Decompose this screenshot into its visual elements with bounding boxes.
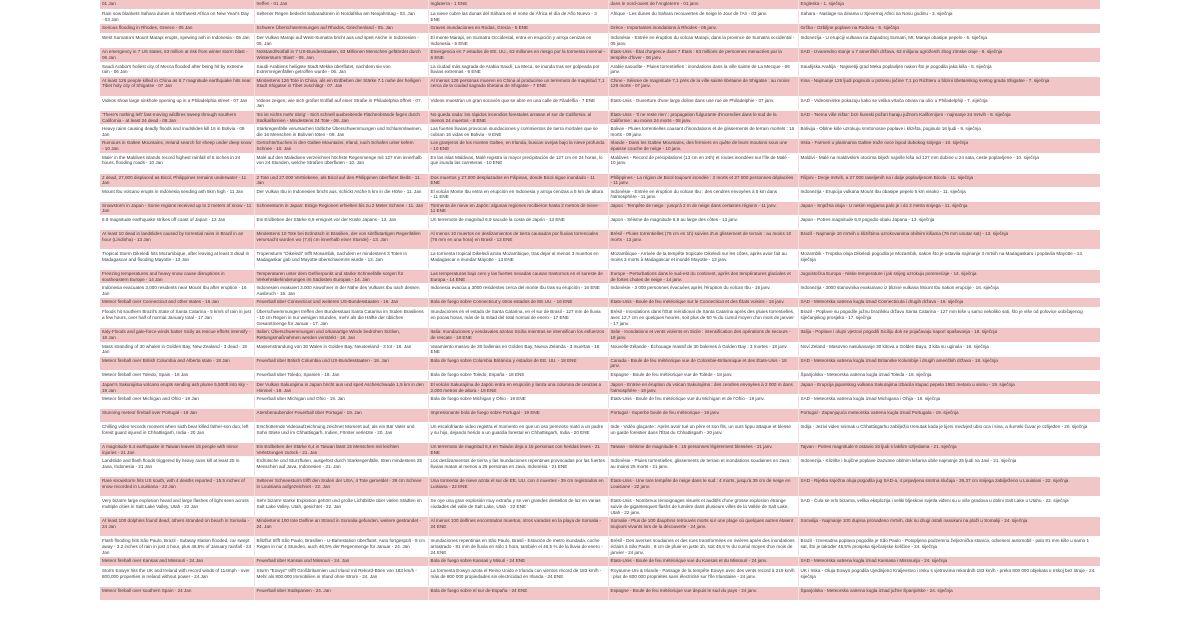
cell-croatian[interactable]: Japan - Erupcija japanskog vulkana Sakurajima izbacila stupac pepela 1981 metara u visinu - 19. siječnja (798, 381, 1100, 395)
cell-croatian[interactable]: Brazil - Iznenadna poplava pogodila je São Paulo - Potopljena podzemna željeznička stanica, odneseni automobil - palo 81 mm kiše u samo 1 sat, što je također 46,5% prosjeka siječanjske količine - 24. siječnja (798, 537, 1100, 557)
table-row (100, 250, 1100, 270)
cell-croatian[interactable]: Brazil - Najmanje 10 mrtvih u klizištima uzrokovanima obilnim kišama (76 mm unutar sat) - 13. siječnja (798, 230, 1100, 250)
cell-french[interactable]: Espagne - Boule de feu météorique vue depuis le sud du pays - 24 janv. (608, 587, 798, 601)
table-row (100, 537, 1100, 557)
cell-french[interactable]: Mozambique - Arrivée de la tempête tropicale Dikeledi sur les côtes, après avoir fait au moins 3 morts à Madagascar et inondé Mayotte - 13 janv. (608, 250, 798, 270)
cell-spanish[interactable]: Al menos 126 personas mueren en China al producirse un terremoto de magnitud 7,1 cerca de la ciudad sagrada tibetana de Shigatse - 7 ENE (428, 76, 608, 96)
cell-spanish[interactable]: Un escalofriante video registra el momento en que un oso perezoso mató a un padre y su hijo, dejando herido a un guardia forestal en Chhattisgarh, India - 20 ENE (428, 423, 608, 443)
cell-spanish[interactable]: Emergencia en 7 estados de EE. UU., 63 millones en riesgo por la tormenta invernal - 6 ENE (428, 48, 608, 62)
cell-croatian[interactable]: Maldivi - Malé na maldivskim otocima bilježi najviše kiša od 127 mm dubine u 24 sata, ceste poplavljene - 10. siječnja (798, 153, 1100, 173)
cell-spanish[interactable]: Bola de fuego sobre Kansas y Misuri - 24 ENE (428, 557, 608, 567)
cell-spanish[interactable]: En las islas Maldivas, Malé registra la mayor precipitación de 127 cm en 24 horas, lo que inunda las carreteras - 10 ENE (428, 153, 608, 173)
cell-croatian[interactable]: Engleska - 1. siječnja (798, 0, 1100, 10)
cell-english[interactable]: Stunning meteor fireball over Portugal - 19 Jan (100, 409, 254, 423)
cell-french[interactable]: Indonésie - Entrée en éruption du volcan Ibu : des cendres envoyées à 5 km dans l'atmosphère - 11 janv. (608, 187, 798, 201)
cell-spanish[interactable]: Un terremoto de magnitud 6,4 en Taiwán deja a 15 personas con heridas leves - 21 ENE (428, 443, 608, 457)
cell-english[interactable]: Very bizarre large explosion heard and large flashes of light seen across multiple cities in Salt Lake Valley, Utah - 22 Jan (100, 497, 254, 517)
cell-spanish[interactable]: La tormenta tropical Dikeledi azota Mozambique, tras dejar al menos 3 muertos en Madagascar e inundar Mayotte - 13 ENE (428, 250, 608, 270)
cell-spanish[interactable]: Impresionante bola de fuego sobre Portugal - 19 ENE (428, 409, 608, 423)
cell-spanish[interactable]: Se oye una gran explosión muy extraña y se ven grandes destellos de luz en varias ciudades del valle de Salt Lake, Utah - 22 ENE (428, 497, 608, 517)
cell-french[interactable]: Bolivie - Pluies torrentielles causant d'inondations et de glissements de terrain mortels : 16 morts - 09 janv. (608, 125, 798, 139)
cell-croatian[interactable]: Španjolska - Meteorska vatrena kugla iznad Toleda - 18. siječnja (798, 371, 1100, 381)
table-row (100, 477, 1100, 497)
table-row (100, 230, 1100, 250)
cell-croatian[interactable]: Indonezija - U erupciji vulkana na Zapadnoj Sumatri, Mt. Marapi obasipe pepelo - 5. siječnja (798, 34, 1100, 48)
cell-french[interactable]: Philippines - La région de Bicol toujours inondée : 2 morts et 27 000 personnes déplacées - 11 janv. (608, 173, 798, 187)
cell-french[interactable]: Taïwan - Séisme de magnitude 6 : 15 personnes légèrement blessées - 21 janv. (608, 443, 798, 457)
cell-german[interactable]: Italien: Überschwemmungen und orkanartige Winde bedrohen Sizilien, Rettungsmaßnahmen werden verstärkt - 18. Jan (254, 328, 428, 342)
cell-english[interactable]: Meteor fireball over Michigan and Ohio - 19 Jan (100, 395, 254, 409)
cell-french[interactable]: États-Unis - État d'urgence dans 7 États : 63 millions de personnes menacées par la tempête d'hiver - 06 janv. (608, 48, 798, 62)
events-table-body (100, 0, 1100, 601)
cell-spanish[interactable]: Al menos 100 delfines encontrados muertos, otros varados en la playa de Somalia - 24 ENE (428, 517, 608, 537)
cell-spanish[interactable]: Un terremoto de magnitud 6,9 sacude la costa de Japón - 13 ENE (428, 216, 608, 230)
cell-croatian[interactable]: SAD - Izvanredno stanje u 7 američkih država, 63 milijuna ugroženih zbog zimske oluje - 6. siječnja (798, 48, 1100, 62)
cell-french[interactable]: Indonésie - Entrée en éruption du volcan Marapi, dans la province de Sumatra occidental - 05 janv. (608, 34, 798, 48)
cell-german[interactable]: Feuerball über Kansas und Missouri - 24. Jan (254, 557, 428, 567)
cell-english[interactable]: Meteor fireball over Connecticut and other states - 16 Jan (100, 298, 254, 308)
cell-spanish[interactable]: Bola de fuego sobre Toledo, España - 18 ENE (428, 371, 608, 381)
table-row (100, 308, 1100, 328)
cell-french[interactable]: Nouvelle-Zélande - Échouage massif de 30 baleines à Golden Bay : 3 mortes - 18 janv. (608, 342, 798, 356)
cell-croatian[interactable]: Sahara - Naslage na dinama u Sjevernoj Africi na Novu godinu - 3. siječnja (798, 10, 1100, 24)
cell-english[interactable]: Landslide and flash floods triggered by heavy rains kill at least 25 in Java, Indonesia - 21 Jan (100, 457, 254, 477)
table-row (100, 216, 1100, 230)
cell-spanish[interactable]: Inundaciones en el estado de Santa Catarina, en el sur de Brasil - 127 mm de lluvia en pocas horas, más de la mitad del total normal de enero - 17 ENE (428, 308, 608, 328)
table-row (100, 76, 1100, 96)
cell-spanish[interactable]: Las temperaturas bajo cero y las fuertes nevadas causan trastornos en el sureste de Europa - 14 ENE (428, 270, 608, 284)
cell-german[interactable]: Tropensturm "Dikeledi" trifft Mosambik, nachdem er mindestens 3 Toten in Madagaskar gab und Mayotte überschwemmt wurde - 13. Jan (254, 250, 428, 270)
cell-german[interactable]: Massenstrandung von 30 Walen in Golden Bay, Neuseeland - 3 tot - 18. Jan (254, 342, 428, 356)
cell-spanish[interactable]: El monte Marapi, en Sumatra Occidental, entra en erupción y arroja cenizas en Indonesia - 5 ENE (428, 34, 608, 48)
cell-german[interactable]: Atemberaubender Feuerball über Portugal - 19. Jan (254, 409, 428, 423)
cell-spanish[interactable]: Dos muertos y 27.000 desplazados en Filipinas, donde Bicol sigue inundado - 11 ENE (428, 173, 608, 187)
cell-croatian[interactable]: Japan - Potres magnitude 6,9 pogodio obalu Japana - 13. siječnja (798, 216, 1100, 230)
cell-german[interactable]: Saudi-Arabiens heiligste Stadt Mekka überflutet, nachdem sie von Extremregenfällen getroffen wurde - 06. Jan (254, 62, 428, 76)
cell-german[interactable]: Schwere Überschwemmungen auf Rhodos, Griechenland - 05. Jan (254, 24, 428, 34)
table-row (100, 187, 1100, 201)
cell-german[interactable]: Gerüchte/Suchen in den Galtee Mountains, Irland, nach Schafen unter tiefem Schnee - 10. Jan (254, 139, 428, 153)
cell-croatian[interactable]: UK i Irska - Oluja Eowyn pogodila Ujedinjeno Kraljevstvo i Irsku s vjetrovima rekordnih 183 km/h - preko 800 000 objekata u Irskoj bez struje - 24. siječnja (798, 567, 1100, 587)
cell-croatian[interactable]: Španjolska - Meteorska vatrena kugla iznad južne Španjolske - 24. siječnja (798, 587, 1100, 601)
cell-english[interactable]: Saudi Arabia's holiest city of Mecca flooded after being hit by extreme rain - 06 Jan (100, 62, 254, 76)
cell-english[interactable]: 01 Jan (100, 0, 254, 10)
cell-spanish[interactable]: Una tormenta de nieve azota el sur de EE. UU. con 4 muertes - 39 cm registrados en Luisiana - 22 ENE (428, 477, 608, 497)
cell-spanish[interactable]: La ciudad más sagrada de Arabia Saudí, La Meca, se inunda tras ser golpeada por lluvias extremas - 6 ENE (428, 62, 608, 76)
cell-german[interactable]: Ein Erdbeben der Stärke 6,4 in Taiwan lässt 15 Menschen mit leichten Verletzungen zurück - 21. Jan (254, 443, 428, 457)
cell-german[interactable]: Videos zeigen, wie sich großer Erdfall auf einer Straße in Philadelphia öffnet - 07. Jan (254, 96, 428, 110)
cell-croatian[interactable]: Indonezija - 3000 stanovnika evakuirano iz blizine vulkana Mount Ibu nakon erupcije - 16. siječnja (798, 284, 1100, 298)
cell-croatian[interactable]: Bolivija - Obilne kiše uzrokuju smrtonosne poplave i klizišta, poginulo 16 ljudi - 9. siječnja (798, 125, 1100, 139)
cell-english[interactable]: Rumours in Galtee Mountains, Ireland search for sheep under deep snow - 10 Jan (100, 139, 254, 153)
cell-spanish[interactable]: El volcán Sakurajima de Japón entra en erupción y lanza una columna de cenizas a 2.000 metros de altura - 19 ENE (428, 381, 608, 395)
cell-croatian[interactable]: Grčka - Ozbiljne poplave na Rodosu - 5. siječnja (798, 24, 1100, 34)
table-row (100, 395, 1100, 409)
cell-croatian[interactable]: SAD - Čula se vrlo bizarna, velika eksplozija i veliki bljeskovi svjetla viđeni su u više gradova u dolini Salt Lake u Utahu - 22. siječnja (798, 497, 1100, 517)
spreadsheet (100, 0, 1100, 630)
table-row (100, 10, 1100, 24)
cell-german[interactable]: Feuerball über Südspanien - 24. Jan (254, 587, 428, 601)
cell-french[interactable]: Japon - Entrée en éruption du volcan Sakurajima : des cendres envoyées à 2 000 m dans l'atmosphère - 19 janv. (608, 381, 798, 395)
cell-croatian[interactable]: SAD - Rijetka snježna oluja pogodila jug SAD-a, 4 prijavljena smrtna slučaja - 39,37 cm snijega zabilježeno u Louisiani - 22. siječnja (798, 477, 1100, 497)
table-row (100, 517, 1100, 537)
cell-french[interactable]: États-Unis - Boule de feu météorique sur le Connecticut et des États voisins - 16 janv. (608, 298, 798, 308)
cell-french[interactable]: Chine - Séisme de magnitude 7,1 près de la ville sainte tibétaine de Shigatse : au moins 126 morts - 07 janv. (608, 76, 798, 96)
cell-english[interactable]: Mass stranding of 30 whales in Golden Bay, New Zealand - 3 dead - 18 Jan (100, 342, 254, 356)
cell-croatian[interactable]: Italija - Poplave i olujni vjetrovi pogodili Siciliju dok se pojačavaju napori spašavanja - 18. siječnja (798, 328, 1100, 342)
table-row (100, 62, 1100, 76)
cell-french[interactable]: Irlande - Dans les Galtee Mountains, des fermiers en quête de leurs moutons sous une épaisse couche de neige - 10 janv. (608, 139, 798, 153)
cell-croatian[interactable]: SAD - Meteorska vatrena kugla iznad Michigana i Ohija - 19. siječnja (798, 395, 1100, 409)
table-row (100, 381, 1100, 395)
cell-french[interactable]: États-Unis - Une rare tempête de neige dans le sud : 4 morts, jusqu'à 39 cm de neige en Louisiane - 22 janv. (608, 477, 798, 497)
cell-french[interactable]: Afrique - Les dunes du Sahara recouvertes de neige le Jour de l'An - 03 janv. (608, 10, 798, 24)
cell-french[interactable]: Inde - Vidéo glaçante : Après avoir tué un père et son fils, un ours lippu attaque et blesse un garde forestier dans l'État du Chhattisgarh - 20 janv. (608, 423, 798, 443)
cell-german[interactable]: 2 Tote und 27.000 Vertriebene, als Bicol auf den Philippinen überflutet bleibt - 11. Jan (254, 173, 428, 187)
table-row (100, 298, 1100, 308)
table-row (100, 371, 1100, 381)
cell-spanish[interactable]: Bola de fuego sobre Connecticut y otros estados de EE.UU. - 16 ENE (428, 298, 608, 308)
cell-german[interactable]: Mindestens 126 Tote in China, als ein Erdbeben der Stärke 7.1 nahe der heiligen Stadt Shigatse in Tibet zuschlägt - 07. Jan (254, 76, 428, 96)
cell-french[interactable]: Japon - Séisme de magnitude 6,9 au large des côtes - 13 janv. (608, 216, 798, 230)
cell-french[interactable]: Maldives - Record de précipitations (13 cm en 24h) et routes inondées sur l'île de Malé - 10 janv. (608, 153, 798, 173)
cell-french[interactable]: Europe - Perturbations dans le sud-est du continent, après des températures glaciales et de fortes chutes de neige - 14 janv. (608, 270, 798, 284)
table-row (100, 356, 1100, 370)
cell-french[interactable]: Grèce - Importantes inondations à Rhodes - 05 janv. (608, 24, 798, 34)
table-row (100, 0, 1100, 10)
cell-croatian[interactable]: Saudijska Arabija - Najsvetiji grad Meka poplavljen nakon što je pogodila jaka kiša - 6. siječnja (798, 62, 1100, 76)
cell-german[interactable]: Der Vulkan Sakurajima in Japan bricht aus und speit Ascheschwade 1,5 km in den Himmel - 19. Jan (254, 381, 428, 395)
cell-german[interactable]: Sturm "Eowyn" trifft Großbritannien und Irland mit Rekord-Böen von 183 km/h - Mehr als 800.000 Immobilien in Irland ohne Strom - 24. Jan (254, 567, 428, 587)
table-row (100, 110, 1100, 124)
cell-french[interactable]: États-Unis - Boule de feu météorique vue du Kansas et du Missouri - 24 janv. (608, 557, 798, 567)
cell-croatian[interactable]: Portugal - Zapanjujuća meteorska vatrena kugla iznad Portugala - 19. siječnja (798, 409, 1100, 423)
cell-english[interactable]: Heavy rains causing deadly floods and mudslides kill 16 in Bolivia - 09 Jan (100, 125, 254, 139)
table-row (100, 270, 1100, 284)
cell-german[interactable]: Feuerball über Michigan und Ohio - 19. Jan (254, 395, 428, 409)
cell-english[interactable]: West Sumatra's Mount Marapi erupts, spewing ash in Indonesia - 05 Jan (100, 34, 254, 48)
cell-croatian[interactable]: Jugoistočna Europa - Niske temperature i jak snijeg uzrokuju poremećaje - 14. siječnja (798, 270, 1100, 284)
table-row (100, 125, 1100, 139)
cell-english[interactable]: Videos show large sinkhole opening up in a Philadelphia street - 07 Jan (100, 96, 254, 110)
cell-english[interactable]: Meteor fireball over British Columbia and Alberta state - 18 Jan (100, 356, 254, 370)
events-table (100, 0, 1100, 601)
cell-german[interactable]: Schneesturm in Japan: Einige Regionen erhielten bis zu 2 Meter Schnee - 11. Jan (254, 201, 428, 215)
cell-english[interactable]: Storm Eowyn hits the UK and Ireland with record winds of 114mph - over 800,000 properties in Ireland without power - 24 Jan (100, 567, 254, 587)
cell-croatian[interactable]: Somalija - Najmanje 100 dupina pronađeno mrtvih, dok su drugi ostali nasukani na plaži u Somaliji - 24. siječnja (798, 517, 1100, 537)
cell-english[interactable]: Japan's Sakurajima volcano erupts sending ash plume 5,500ft into sky - 19 Jan (100, 381, 254, 395)
cell-french[interactable]: Arabie saoudite - Pluies torrentielles : inondations dans la ville sainte de La Mecque - 06 janv. (608, 62, 798, 76)
cell-german[interactable]: Starkregenfälle verursachen tödliche Überschwemmungen und Schlammlawinen, die 16 Menschen in Bolivien töten - 09. Jan (254, 125, 428, 139)
cell-english[interactable]: Italy-Floods and gale-force winds batter Sicily as rescue efforts intensify - 18 Jan (100, 328, 254, 342)
cell-spanish[interactable]: Inundaciones repentinas en São Paulo, Brasil - Estación de metro inundada, coche arrastrado - 81 mm de lluvia en sólo 1 hora, también el 46,5 % de la lluvia de enero - 24 ENE (428, 537, 608, 557)
cell-english[interactable]: At least 100 dolphins found dead, others stranded on beach in Somalia - 24 Jan (100, 517, 254, 537)
cell-english[interactable]: At least 126 people killed in China as 6.7 magnitude earthquake hits near Tibet holy city of Shigatse - 07 Jan (100, 76, 254, 96)
cell-spanish[interactable]: Los deslizamientos de tierra y las inundaciones repentinas provocadas por las fuertes lluvias matan al menos a 25 personas en Java, Indonesia - 21 ENE (428, 457, 608, 477)
cell-english[interactable]: Snowstorm in Japan - Some regions received up to 2 meters of snow - 11 Jan (100, 201, 254, 215)
cell-german[interactable]: Überschwemmungen treffen den Bundesstaat Santa Catarina im Süden Brasiliens - 10 cm Regen in nur wenigen Stunden, mehr als die Hälfte der üblichen Gesamtmenge für Januar - 17. Jan (254, 308, 428, 328)
cell-english[interactable]: Mount Ibu volcano erupts in Indonesia sending ash 5km high - 11 Jan (100, 187, 254, 201)
cell-croatian[interactable]: SAD - Meteorska vatrena kugla iznad Britanske Kolumbije i drugih američkih država - 18. siječnja (798, 356, 1100, 370)
cell-croatian[interactable]: Filipini - Dvoje mrtvih, a 27 000 raseljenih na i dalje poplavljenom Bicolu - 11. siječnja (798, 173, 1100, 187)
cell-croatian[interactable]: Indonezija - Erupcija vulkana Mount Ibu obasipe pepelo 5 km visoko - 11. siječnja (798, 187, 1100, 201)
cell-spanish[interactable]: Videos muestran un gran socavón que se abre en una calle de Filadelfia - 7 ENE (428, 96, 608, 110)
cell-english[interactable]: Meteor fireball over Kansas and Missouri - 24 Jan (100, 557, 254, 567)
cell-french[interactable]: Indonésie - Pluies torrentielles, glissements de terrain et inondations soudaines en Java : au moins 25 morts - 21 janv. (608, 457, 798, 477)
cell-english[interactable]: 2 dead, 27,000 displaced as Bicol, Philippines remains underwater - 11 Jan (100, 173, 254, 187)
cell-german[interactable]: Temperaturen unter dem Gefrierpunkt und starke Schneefälle sorgen für Verkehrsbehinderungen im Südosten Europas - 14. Jan (254, 270, 428, 284)
cell-spanish[interactable]: Bola de fuego sobre Columbia Británica y estados de EE. UU. - 18 ENE (428, 356, 608, 370)
cell-german[interactable]: 'Es ist nichts mehr übrig' - Sich schnell ausbreitende Flächenbrände fegen durch Südkalifornien - Mindestens 24 Tote - 08. Jan (254, 110, 428, 124)
cell-croatian[interactable]: Indija - Jezivi video snimak u Chhattisgarhu zabilježio trenutak kada je lijeni medvjed ubio oca i sina, a šumski čuvar je ozlijeđen - 20. siječnja (798, 423, 1100, 443)
table-row (100, 284, 1100, 298)
cell-german[interactable]: Indonesien evakuiert 3.000 Anwohner in der Nähe des Vulkans Ibu nach dessen Ausbruch - 16. Jan (254, 284, 428, 298)
cell-french[interactable]: Royaume-Uni & Irlande - Passage de la tempête Eowyn avec des vents record à 215 km/h : plus de 800 000 propriétés sans électricité sur l'île Irlandaise - 24 janv. (608, 567, 798, 587)
cell-croatian[interactable]: Kina - Najmanje 126 ljudi poginulo u potresu jačine 7,1 po Richteru u blizini tibetanskog svetog grada Shigatse - 7. siječnja (798, 76, 1100, 96)
cell-english[interactable]: 6.9 magnitude earthquake strikes off coast of Japan - 13 Jan (100, 216, 254, 230)
cell-croatian[interactable]: Tajvan - Potres magnitude 6 ostavio 15 ljudi s lakšim ozljedama - 21. siječnja (798, 443, 1100, 457)
cell-croatian[interactable]: SAD - 'Nema više ništa': brzi šumski požari haraju južnom Kalifornijom - najmanje 24 mrtvih - 8. siječnja (798, 110, 1100, 124)
cell-english[interactable]: At least 10 dead in landslides caused by torrential rains in Brazil in an hour (Lindinha) - 13 Jan (100, 230, 254, 250)
table-row (100, 96, 1100, 110)
table-row (100, 557, 1100, 567)
cell-spanish[interactable]: Tormenta de nieve en Japón: algunas regiones recibieron hasta 2 metros de nieve - 11 ENE (428, 201, 608, 215)
cell-croatian[interactable]: SAD - Meteorska vatrena kugla iznad Kansasa i Missourija - 24. siječnja (798, 557, 1100, 567)
cell-french[interactable]: dans le nord-ouest de l'Angleterre - 01 janv. (608, 0, 798, 10)
cell-french[interactable]: Canada - Boule de feu météorique vue de Colombie-Britannique et des États-Unis - 18 janv. (608, 356, 798, 370)
table-row (100, 328, 1100, 342)
cell-spanish[interactable]: Los granjeros de los montes Galtee, en Irlanda, buscan ovejas bajo la nieve profunda - 10 ENE (428, 139, 608, 153)
cell-croatian[interactable]: SAD - Meteorska vatrena kugla iznad Connecticuta i drugih država - 16. siječnja (798, 298, 1100, 308)
table-row (100, 201, 1100, 215)
cell-german[interactable]: Sehr bizarre starke Explosion gehört und große Lichtblitze über vielen Städten im Salt Lake Valley, Utah, gesichtet - 22. Jan (254, 497, 428, 517)
cell-english[interactable]: Male' in the Maldives islands record highest rainfall of 5 inches in 24 hours, flooding roads - 10 Jan (100, 153, 254, 173)
cell-french[interactable]: Espagne - Boule de feu météorique vue de Tolède - 18 janv. (608, 371, 798, 381)
cell-french[interactable]: États-Unis - Ouverture d'une large doline dans une rue de Philadelphie - 07 janv. (608, 96, 798, 110)
cell-german[interactable]: Feuerball über British Columbia und US-Bundesstaaten - 18. Jan (254, 356, 428, 370)
cell-english[interactable]: An emergency in 7 US states, 63 million at risk from winter storm blast - 06 Jan (100, 48, 254, 62)
cell-german[interactable]: Notstand/Notfall in 7 US-Bundesstaaten, 63 Millionen Menschen gefährdet durch Wintersturm 'Blast' - 06. Jan (254, 48, 428, 62)
cell-english[interactable]: Indonesia evacuates 3,000 residents near Mount Ibu after eruption - 16 Jan (100, 284, 254, 298)
cell-german[interactable]: Der Vulkan Marapi auf West-Sumatra bricht aus und speit Asche in Indonesien - 05. Jan (254, 34, 428, 48)
cell-german[interactable]: Seltener Regen bedeckt Saharadünen in Nordafrika am Neujahrstag - 03. Jan (254, 10, 428, 24)
cell-english[interactable]: Meteor fireball over Toledo, Spain - 18 Jan (100, 371, 254, 381)
table-row (100, 497, 1100, 517)
cell-spanish[interactable]: No queda nada: los rápidos incendios forestales arrasan el sur de California: al menos 24 muertos - 8 ENE (428, 110, 608, 124)
cell-croatian[interactable]: Novi Zeland - Masovno nasukavanje 30 kitova u Golden Bayu, 3 kita su uginula - 18. siječnja (798, 342, 1100, 356)
cell-english[interactable]: Serious flooding in Rhodes, Greece - 05 Jan (100, 24, 254, 34)
cell-french[interactable]: Brésil - Pluies torrentielles (76 cm en 1h) suivies d'un glissement de terrain : au moins 10 morts - 13 janv. (608, 230, 798, 250)
cell-spanish[interactable]: Italia: Inundaciones y vendavales azotan Sicilia mientras se intensifican los esfuerzos de rescate - 18 ENE (428, 328, 608, 342)
table-row (100, 139, 1100, 153)
cell-spanish[interactable]: Inglaterra - 1 ENE (428, 0, 608, 10)
cell-english[interactable]: Freezing temperatures and heavy snow cause disruptions in southeastern Europe - 14 Jan (100, 270, 254, 284)
cell-french[interactable]: Brésil - Des averses soudaines et des rues transformées en rivières après des inondations éclairs à São Paulo : 8 cm de pluie en juste 1h, soit 46,5 % du cumul moyen d'un mois de janvier - 24 janv. (608, 537, 798, 557)
cell-croatian[interactable]: Brazil - Poplave su pogodile južnu brazilsku državu Santa Catarina - 127 mm kiše u samo nekoliko sati, što je više od polovice uobičajenog siječanjskog prosjeka - 17. siječnja (798, 308, 1100, 328)
cell-german[interactable]: Feuerball über Connecticut und weiteren US-Bundesstaaten - 16. Jan (254, 298, 428, 308)
cell-english[interactable]: Tropical Storm Dikeledi hits Mozambique, after leaving at least 3 dead in Madagascar and flooding Mayotte - 13 Jan (100, 250, 254, 270)
cell-english[interactable]: 'There's nothing left' fast-moving wildfires sweep through southern California - at least 24 dead - 08 Jan (100, 110, 254, 124)
table-row (100, 173, 1100, 187)
table-row (100, 409, 1100, 423)
cell-german[interactable]: Erschütternde Videoaufzeichnung zeichnet Moment auf, als ein Bär Vater und Sohn tötete und im Chhattisgarh, Indien, Förster verletzte - 20. Jan (254, 423, 428, 443)
cell-french[interactable]: États-Unis - Nombreux témoignages visuels et auditifs d'une grosse explosion étrange suivie de gigantesques flashs de lumière dans plusieurs villes de la Vallée de Salt Lake, Utah - 22 janv. (608, 497, 798, 517)
cell-german[interactable]: Feuerball über Toledo, Spanien - 18. Jan (254, 371, 428, 381)
cell-spanish[interactable]: La nieve cubre las dunas del Sáhara en el norte de África el día de Año Nuevo - 3 ENE (428, 10, 608, 24)
table-row (100, 153, 1100, 173)
table-row (100, 24, 1100, 34)
cell-spanish[interactable]: Las fuertes lluvias provocan inundaciones y corrimientos de tierra mortales que se cobran 16 vidas en Bolivia - 9 ENE (428, 125, 608, 139)
cell-english[interactable]: Flash flooding hits São Paulo, Brazil - Subway station flooded, car swept away - 3.2 inches of rain in just 4 hour, plus 46.5% of January rainfall - 24 Jan (100, 537, 254, 557)
cell-german[interactable]: Blitzflut trifft São Paulo, Brasilien - U-Bahnstation überflutet, Auto fortgespült - 8 cm Regen in nur 4 Stunden, auch 46,5% der Regenmenge für Januar - 24. Jan (254, 537, 428, 557)
cell-spanish[interactable]: Al menos 10 muertos en deslizamientos de tierra causados por lluvias torrenciales (76 mm en una hora) en Brasil - 13 ENE (428, 230, 608, 250)
cell-german[interactable]: Malé auf den Malediven verzeichnet höchste Regenmenge mit 127 mm innerhalb von 24 Stunden, welche Straßen überfluten - 10. Jan (254, 153, 428, 173)
cell-french[interactable]: Indonésie - 3 000 personnes évacuées après l'éruption du volcan Ibu - 16 janv. (608, 284, 798, 298)
cell-german[interactable]: Seltener Schneesturm trifft den Süden der USA, 4 Tote gemeldet - 39 cm Schnee in Louisiana aufgezeichnet - 22. Jan (254, 477, 428, 497)
table-row (100, 48, 1100, 62)
cell-english[interactable]: Floods hit southern Brazil's State of Santa Catarina - 5 km/s of rain in just a few hours, over half of normal January total - 17 Jan (100, 308, 254, 328)
cell-french[interactable]: Japon - Tempête de neige : jusqu'à 2 m de neige dans certaines régions - 11 janv. (608, 201, 798, 215)
cell-german[interactable]: Mindestens 10 Tote bei Erdrutsch in Brasilien, der von sintflutartigen Regenfällen verursacht wurden wo (7,6) cm innerhalb einer Stunde) - 13. Jan (254, 230, 428, 250)
cell-spanish[interactable]: Bola de fuego sobre Michigan y Ohio - 19 ENE (428, 395, 608, 409)
cell-german[interactable]: Der Vulkan Ibu in Indonesien bricht aus, schickt Asche 5 km in die Höhe - 11. Jan (254, 187, 428, 201)
cell-croatian[interactable]: Irska - Farmeri u planinama Galtee traže ovce ispod dubokog snijega - 10. siječnja (798, 139, 1100, 153)
cell-spanish[interactable]: Bola de fuego sobre el sur de España - 24 ENE (428, 587, 608, 601)
table-row (100, 342, 1100, 356)
cell-croatian[interactable]: SAD - Videosnimke pokazuju kako se velika vrtača otvara na ulici u Philadelphiji - 7. siječnja (798, 96, 1100, 110)
table-row (100, 443, 1100, 457)
cell-croatian[interactable]: Indonezija - Klizište i bujične poplave izazvane obilnim kišama ubile najmanje 25 ljudi na Javi - 21. siječnja (798, 457, 1100, 477)
table-row (100, 567, 1100, 587)
cell-english[interactable]: Meteor fireball over southern Spain - 24 Jan (100, 587, 254, 601)
table-row (100, 34, 1100, 48)
cell-german[interactable]: treffen - 01 Jan (254, 0, 428, 10)
cell-german[interactable]: Mindestens 100 tote Delfine an Strand in Somalia gefunden, weitere gestrandet - 24. Jan (254, 517, 428, 537)
cell-spanish[interactable]: El volcán Monte Ibu entra en erupción en Indonesia y arroja cenizas a 5 km de altura - 11 ENE (428, 187, 608, 201)
table-row (100, 457, 1100, 477)
cell-croatian[interactable]: Japan - Snježna oluja - U nekim regijama palo je i do 2 metra snijega - 11. siječnja (798, 201, 1100, 215)
cell-german[interactable]: Erdrutsche und Sturzfluten, ausgelöst durch Starkregenfälle, töten mindestens 25 Menschen auf Java, Indonesien - 21. Jan (254, 457, 428, 477)
cell-french[interactable]: Brésil - Inondations dans l'État méridional de Santa Catarina après des pluies torrentielles, avec 12,7 cm en quelques heures, soit plus de 50 % du cumul moyen d'un mois de janvier - 17 janv. (608, 308, 798, 328)
cell-spanish[interactable]: Indonesia evacúa a 3000 residentes cerca del monte Ibu tras su erupción - 16 ENE (428, 284, 608, 298)
cell-french[interactable]: Italie - Inondations et vents violents en Sicile : intensification des opérations de secours - 18 janv. (608, 328, 798, 342)
cell-croatian[interactable]: Mozambik - Tropska oluja Dikeledi pogodila je Mozambik, nakon što je ostavila najmanje 3 mrtvih na Madagaskaru i poplavila Mayotte - 13. siječnja (798, 250, 1100, 270)
cell-english[interactable]: A magnitude 6.4 earthquake in Taiwan leaves 15 people with minor injuries - 21 Jan (100, 443, 254, 457)
table-row (100, 423, 1100, 443)
cell-french[interactable]: États-Unis - Boule de feu météorique vue du Michigan et de l'Ohio - 19 janv. (608, 395, 798, 409)
table-row (100, 587, 1100, 601)
cell-english[interactable]: Rare snowstorm hits US south, with 4 deaths reported - 15.5 inches of snow recorded in Louisiana - 22 Jan (100, 477, 254, 497)
cell-german[interactable]: Ein Erdbeben der Stärke 6,9 ereignet vor der Küste Japans - 13. Jan (254, 216, 428, 230)
cell-french[interactable]: Somalie - Plus de 100 dauphins retrouvés morts sur une plage où quelques autres étaient toujours vivants lors de la découverte - 24 janv. (608, 517, 798, 537)
cell-spanish[interactable]: Varamiento masivo de 30 ballenas en Golden Bay, Nueva Zelanda - 3 muertas - 18 ENE (428, 342, 608, 356)
cell-spanish[interactable]: Graves inundaciones en Rodas, Grecia - 5 ENE (428, 24, 608, 34)
cell-spanish[interactable]: La tormenta Eowyn azota el Reino Unido e Irlanda con vientos récord de 183 km/h - más de 800 000 propiedades sin electricidad en Irlanda - 24 ENE (428, 567, 608, 587)
cell-french[interactable]: États-Unis - 'Il ne reste rien' : propagation fulgurante d'incendies dans le sud de la Californie : au moins 24 morts - 08 janv. (608, 110, 798, 124)
cell-english[interactable]: Rain now blankets Sahara dunes in Northwest Africa on New Year's Day - 03 Jan (100, 10, 254, 24)
cell-french[interactable]: Portugal - Superbe boule de feu météorique - 19 janv. (608, 409, 798, 423)
cell-english[interactable]: Chilling video records moment when sixth bear killed father-son duo, left forest guard injured in Chhattisgarh, India - 20 Jan (100, 423, 254, 443)
